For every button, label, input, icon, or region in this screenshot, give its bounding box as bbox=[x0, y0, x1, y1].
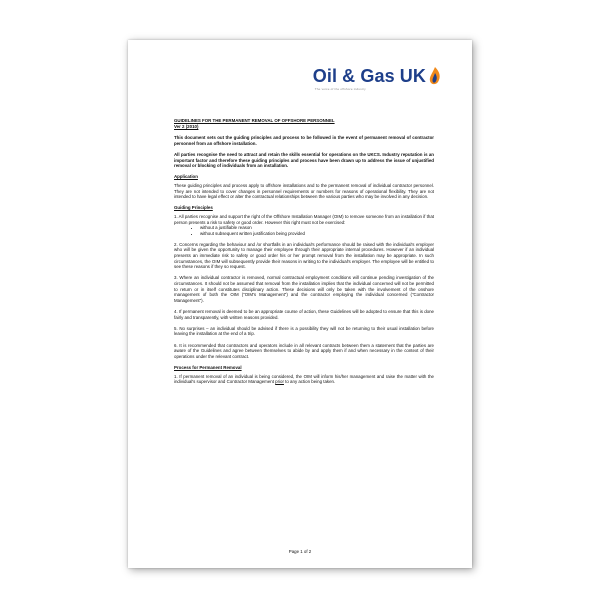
principle-5: 5. No surprises – an individual should be advised if there is a possibility they will not be returning to their usual installation before leaving the installation at the end of a trip. bbox=[174, 325, 434, 337]
principle-1: 1. All parties recognise and support the right of the Offshore Installation Manager (OIM) to remove someone from an installation if that person presents a risk to safety or good order. However this right must not be exercised: bbox=[174, 213, 434, 225]
principle-1-bullets bbox=[174, 225, 434, 236]
page-footer: Page 1 of 2 bbox=[288, 549, 312, 554]
process-step-1-text-end: to any action being taken. bbox=[283, 379, 336, 385]
oil-gas-uk-logo bbox=[313, 66, 442, 91]
logo-text: Oil & Gas UK bbox=[312, 66, 426, 86]
process-step-1 bbox=[174, 374, 434, 385]
principle-3: 3. Where an individual contractor is removed, normal contractual employment conditions will continue pending investigation of the circumstances. It should not be assumed that removal from the installation implies that the individual concerned will not be permitted to return or in itself constitutes disciplinary action. These decisions will only be taken with the involvement of the onshore management of both the OIM ("OIM's Management") and the contractor employing the individual concerned ("Contractor Management"). bbox=[174, 275, 434, 303]
process-step-1-emphasis: prior bbox=[275, 379, 284, 385]
application-paragraph: These guiding principles and process apply to offshore installations and to the permanent removal of individual contractor personnel. They are not intended to cover changes in personnel requirements or numbers for reasons of operational flexibility. They are not intended to have legal effect or alter the contractual relationships between the various parties who may be involved in any decision. bbox=[174, 182, 434, 200]
document-body bbox=[174, 118, 434, 385]
process-step-1-text: 1. If permanent removal of an individual is being considered, the OIM will inform his/her management and raise the matter with the individual's supervisor and Contractor Management bbox=[174, 373, 434, 385]
principle-2: 2. Concerns regarding the behaviour and /or shortfalls in an individual's performance should be raised with the individual's employer who will be given the opportunity to manage their employee through their appropriate internal procedures. However if an individual presents an immediate risk to safety or good order his or her prompt removal from the installation may be appropriate. In such circumstances, the OIM will subsequently provide their reasons in writing to the individual's employer. The employee will be entitled to see these reasons if they so request. bbox=[174, 241, 434, 270]
process-heading: Process for Permanent Removal bbox=[174, 364, 242, 370]
document-version: Ver 2 (2010) bbox=[174, 123, 199, 129]
document-page bbox=[128, 40, 472, 568]
logo-tagline: The voice of the offshore industry bbox=[314, 87, 366, 91]
principles-heading: Guiding Principles bbox=[174, 205, 213, 211]
document-title: GUIDELINES FOR THE PERMANENT REMOVAL OF OFFSHORE PERSONNEL bbox=[174, 118, 335, 123]
intro-paragraph-2: All parties recognise the need to attract and retain the skills essential for operations on the UKCS. Industry reputation is an important factor and therefore these guiding principles and process have been drawn up to address the issue of unjustified removal or blocking of individuals from an installation. bbox=[174, 151, 434, 169]
application-heading: Application bbox=[174, 174, 198, 180]
flame-icon bbox=[428, 66, 442, 86]
intro-paragraph-1: This document sets out the guiding principles and process to be followed in the event of permanent removal of contractor personnel from an offshore installation. bbox=[174, 135, 434, 146]
principle-6: 6. It is recommended that contractors and operators include in all relevant contracts between them a statement that the parties are aware of the Guidelines and agree between themselves to abide by and apply them if and when necessary in the context of their operations under the relevant contract. bbox=[174, 342, 434, 359]
bullet-item: • without a justifiable reason bbox=[200, 225, 434, 231]
bullet-item: • without subsequent written justification being provided bbox=[200, 231, 434, 237]
principle-4: 4. If permanent removal is deemed to be an appropriate course of action, these Guidelines will be adopted to ensure that this is done fairly and transparently, with written reasons provided. bbox=[174, 309, 434, 320]
